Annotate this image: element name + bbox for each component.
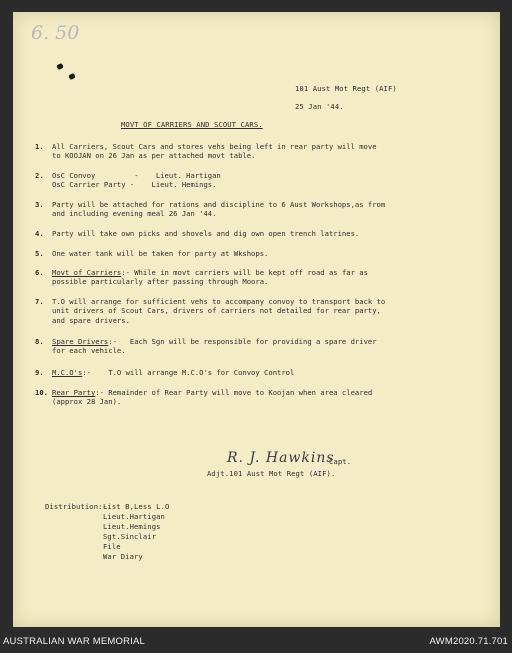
document-title: MOVT OF CARRIERS AND SCOUT CARS. (121, 120, 263, 129)
paragraph-text: :- T.O will arrange M.C.O's for Convoy Control (82, 368, 295, 377)
paragraph-number: 4. (35, 229, 44, 238)
archive-credit: AUSTRALIAN WAR MEMORIAL (3, 636, 146, 647)
paragraph-text: One water tank will be taken for party at Wkshops. (52, 249, 269, 258)
paragraph-number: 2. (35, 171, 44, 180)
signatory-title: Adjt.101 Aust Mot Regt (AIF). (207, 469, 336, 478)
paragraph-text: All Carriers, Scout Cars and stores vehs being left in rear party will move to KOOJAN on 26 Jan as per attached movt table. (52, 142, 377, 161)
paragraph-number: 1. (35, 142, 44, 151)
paragraph-4 (35, 229, 495, 238)
unit-header: 101 Aust Mot Regt (AIF) (295, 84, 397, 93)
paragraph-number: 7. (35, 297, 44, 306)
paragraph-number: 6. (35, 268, 44, 277)
ink-mark (68, 73, 76, 80)
archive-reference: AWM2020.71.701 (429, 636, 508, 647)
paragraph-10 (35, 388, 495, 407)
paragraph-text: T.O will arrange for sufficient vehs to accompany convoy to transport back to unit drivers of Scout Cars, drivers of carriers not detailed for rear party, and spare drivers. (52, 297, 386, 325)
paragraph-number: 8. (35, 337, 44, 346)
distribution-item: File (103, 542, 121, 551)
paragraph-number: 10. (35, 388, 48, 397)
signature: R. J. Hawkins (227, 450, 335, 466)
distribution-item: Lieut.Hemings (103, 522, 161, 531)
signatory-rank: Capt. (329, 457, 352, 466)
paragraph-8 (35, 337, 495, 356)
pencil-annotation: 6. 50 (31, 22, 80, 44)
paragraph-5 (35, 249, 495, 258)
paragraph-3 (35, 200, 495, 219)
paragraph-7 (35, 297, 495, 325)
paragraph-heading: M.C.O's (52, 368, 83, 377)
document-date: 25 Jan '44. (295, 102, 344, 111)
distribution-item: Sgt.Sinclair (103, 532, 157, 541)
distribution-item: War Diary (103, 552, 143, 561)
paragraph-text: OsC Convoy - Lieut. Hartigan OsC Carrier Party - Lieut. Hemings. (52, 171, 221, 190)
paragraph-number: 5. (35, 249, 44, 258)
paragraph-number: 9. (35, 368, 44, 377)
distribution-item: List B,Less L.O (103, 502, 170, 511)
paragraph-text: :- Each Sgn will be responsible for providing a spare driver for each vehicle. (52, 337, 377, 356)
paragraph-9 (35, 368, 495, 377)
paragraph-1 (35, 142, 495, 161)
paragraph-text: :- While in movt carriers will be kept off road as far as possible particularly after passing through Moora. (52, 268, 368, 287)
paragraph-text: :- Remainder of Rear Party will move to Koojan when area cleared (approx 28 Jan). (52, 388, 373, 407)
paragraph-6 (35, 268, 495, 287)
document-page (13, 12, 500, 627)
distribution-item: Lieut.Hartigan (103, 512, 165, 521)
paragraph-2 (35, 171, 495, 190)
distribution-label: Distribution:- (45, 502, 107, 511)
ink-mark (56, 63, 64, 70)
paragraph-heading: Rear Party (52, 388, 96, 397)
paragraph-text: Party will be attached for rations and discipline to 6 Aust Workshops,as from and including evening meal 26 Jan '44. (52, 200, 386, 219)
paragraph-heading: Movt of Carriers (52, 268, 122, 277)
paragraph-heading: Spare Drivers (52, 337, 109, 346)
paragraph-text: Party will take own picks and shovels and dig own open trench latrines. (52, 229, 360, 238)
paragraph-number: 3. (35, 200, 44, 209)
